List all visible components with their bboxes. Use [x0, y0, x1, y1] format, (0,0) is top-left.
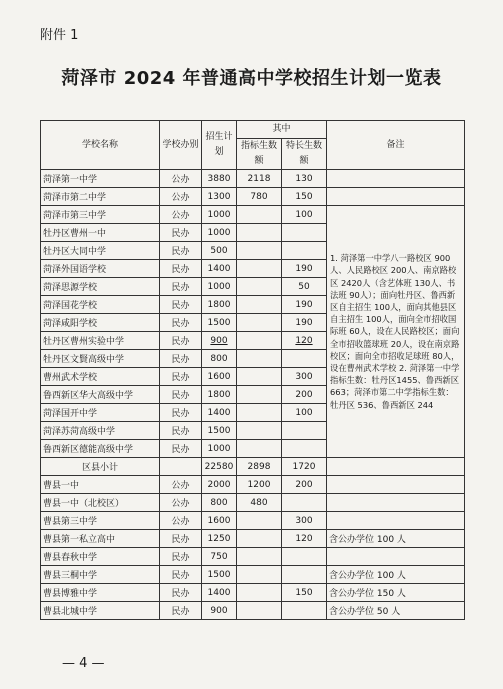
quota-cell: [237, 350, 282, 368]
talent-cell: 100: [282, 404, 327, 422]
quota-cell: [237, 224, 282, 242]
table-row: [41, 206, 465, 224]
quota-cell: [237, 422, 282, 440]
school-type-cell: 民办: [160, 548, 202, 566]
school-type-cell: [160, 458, 202, 476]
header-type: 学校办别: [160, 121, 202, 170]
school-name-cell: 菏泽咸阳学校: [41, 314, 160, 332]
talent-cell: [282, 242, 327, 260]
quota-cell: [237, 368, 282, 386]
school-type-cell: 民办: [160, 602, 202, 620]
plan-cell: 800: [202, 350, 237, 368]
talent-cell: [282, 224, 327, 242]
merged-remark-cell: 1. 菏泽第一中学八一路校区 900人、人民路校区 200人、南京路校区 2420人（含艺体班 130人、书法班 90人）；面向牡丹区、鲁西新区自主招生 100人，面向其他县区自主招生 100人，面向全市招收国际班 60人，设在人民路校区；面向全市招收篮球班 20人，设在南京路校区；面向全市招收足球班 80人，设在曹州武术学校 2. 菏泽第一中学指标生数：牡丹区1455、鲁西新区663；菏泽市第二中学指标生数：牡丹区 536、鲁西新区 244: [327, 206, 465, 458]
quota-cell: [237, 386, 282, 404]
remark-cell: 含公办学位 100 人: [327, 566, 465, 584]
school-type-cell: 公办: [160, 188, 202, 206]
plan-cell: 1600: [202, 368, 237, 386]
quota-cell: [237, 296, 282, 314]
remark-cell: [327, 170, 465, 188]
school-type-cell: 民办: [160, 530, 202, 548]
quota-cell: [237, 602, 282, 620]
school-name-cell: 鲁西新区华大高级中学: [41, 386, 160, 404]
talent-cell: 190: [282, 314, 327, 332]
quota-cell: 2118: [237, 170, 282, 188]
quota-cell: [237, 512, 282, 530]
quota-cell: [237, 404, 282, 422]
school-name-cell: 曹县北城中学: [41, 602, 160, 620]
plan-cell: 500: [202, 242, 237, 260]
school-name-cell: 菏泽市第二中学: [41, 188, 160, 206]
plan-cell: 1500: [202, 566, 237, 584]
subtotal-row: [41, 458, 465, 476]
quota-cell: [237, 314, 282, 332]
school-type-cell: 民办: [160, 224, 202, 242]
school-name-cell: 牡丹区文賢高级中学: [41, 350, 160, 368]
plan-cell: 750: [202, 548, 237, 566]
talent-cell: 300: [282, 512, 327, 530]
school-name-cell: 曹县一中（北校区）: [41, 494, 160, 512]
quota-cell: [237, 530, 282, 548]
document-title: 菏泽市 2024 年普通高中学校招生计划一览表: [61, 68, 442, 89]
plan-cell: 1300: [202, 188, 237, 206]
school-type-cell: 民办: [160, 314, 202, 332]
quota-cell: [237, 332, 282, 350]
talent-cell: 300: [282, 368, 327, 386]
talent-cell: 200: [282, 476, 327, 494]
remark-cell: [327, 188, 465, 206]
table-row: [41, 602, 465, 620]
plan-cell: 1800: [202, 386, 237, 404]
school-name-cell: 曹县博雅中学: [41, 584, 160, 602]
school-type-cell: 民办: [160, 332, 202, 350]
plan-cell: 1000: [202, 206, 237, 224]
plan-cell: 2000: [202, 476, 237, 494]
header-plan: 招生计划: [202, 121, 237, 170]
header-quota: 指标生数额: [237, 139, 282, 170]
remark-cell: [327, 476, 465, 494]
school-type-cell: 民办: [160, 566, 202, 584]
header-talent: 特长生数额: [282, 139, 327, 170]
plan-cell: 1000: [202, 440, 237, 458]
talent-cell: [282, 548, 327, 566]
talent-cell: [282, 422, 327, 440]
talent-cell: [282, 350, 327, 368]
school-type-cell: 民办: [160, 422, 202, 440]
header-school: 学校名称: [41, 121, 160, 170]
quota-cell: [237, 278, 282, 296]
talent-cell: [282, 440, 327, 458]
page-number: — 4 —: [62, 656, 105, 671]
school-name-cell: 菏泽苏菏高级中学: [41, 422, 160, 440]
school-name-cell: 曹县第三中学: [41, 512, 160, 530]
talent-cell: 190: [282, 260, 327, 278]
table-body: [41, 170, 465, 620]
plan-cell: 900: [202, 332, 237, 350]
plan-cell: 1500: [202, 314, 237, 332]
plan-cell: 1800: [202, 296, 237, 314]
quota-cell: [237, 206, 282, 224]
school-name-cell: 曹县三桐中学: [41, 566, 160, 584]
talent-cell: [282, 602, 327, 620]
school-type-cell: 民办: [160, 242, 202, 260]
plan-cell: 900: [202, 602, 237, 620]
school-type-cell: 民办: [160, 278, 202, 296]
quota-cell: 780: [237, 188, 282, 206]
school-type-cell: 民办: [160, 584, 202, 602]
school-name-cell: 曹县一中: [41, 476, 160, 494]
remark-cell: [327, 512, 465, 530]
quota-cell: 1200: [237, 476, 282, 494]
table-row: [41, 170, 465, 188]
quota-cell: 2898: [237, 458, 282, 476]
school-name-cell: 菏泽思源学校: [41, 278, 160, 296]
talent-cell: 150: [282, 584, 327, 602]
header-group: 其中: [237, 121, 327, 139]
plan-cell: 1600: [202, 512, 237, 530]
talent-cell: [282, 566, 327, 584]
quota-cell: [237, 548, 282, 566]
school-type-cell: 民办: [160, 368, 202, 386]
remark-cell: [327, 494, 465, 512]
school-type-cell: 民办: [160, 260, 202, 278]
school-type-cell: 公办: [160, 494, 202, 512]
table-row: [41, 188, 465, 206]
school-name-cell: 菏泽外国语学校: [41, 260, 160, 278]
plan-cell: 1000: [202, 224, 237, 242]
school-type-cell: 民办: [160, 296, 202, 314]
school-name-cell: 曹县第一私立高中: [41, 530, 160, 548]
remark-cell: 含公办学位 150 人: [327, 584, 465, 602]
school-name-cell: 牡丹区曹州实验中学: [41, 332, 160, 350]
school-name-cell: 菏泽市第三中学: [41, 206, 160, 224]
plan-cell: 1400: [202, 404, 237, 422]
plan-cell: 1400: [202, 584, 237, 602]
header-remark: 备注: [327, 121, 465, 170]
school-name-cell: 鲁西新区德能高级中学: [41, 440, 160, 458]
talent-cell: 120: [282, 332, 327, 350]
quota-cell: [237, 242, 282, 260]
remark-cell: [327, 548, 465, 566]
talent-cell: 130: [282, 170, 327, 188]
school-name-cell: 牡丹区曹州一中: [41, 224, 160, 242]
talent-cell: 1720: [282, 458, 327, 476]
table-row: [41, 494, 465, 512]
school-name-cell: 菏泽国花学校: [41, 296, 160, 314]
table-row: [41, 476, 465, 494]
table-row: [41, 530, 465, 548]
plan-cell: 22580: [202, 458, 237, 476]
enrollment-plan-table: [40, 120, 465, 620]
plan-cell: 1000: [202, 278, 237, 296]
talent-cell: 200: [282, 386, 327, 404]
school-name-cell: 菏泽第一中学: [41, 170, 160, 188]
quota-cell: [237, 584, 282, 602]
school-type-cell: 公办: [160, 512, 202, 530]
school-name-cell: 曹县春秋中学: [41, 548, 160, 566]
table-row: [41, 566, 465, 584]
quota-cell: [237, 566, 282, 584]
quota-cell: [237, 260, 282, 278]
remark-cell: [327, 458, 465, 476]
plan-cell: 1250: [202, 530, 237, 548]
remark-cell: 含公办学位 50 人: [327, 602, 465, 620]
talent-cell: [282, 494, 327, 512]
table-row: [41, 584, 465, 602]
school-name-cell: 菏泽国开中学: [41, 404, 160, 422]
school-name-cell: 曹州武术学校: [41, 368, 160, 386]
talent-cell: 190: [282, 296, 327, 314]
talent-cell: 120: [282, 530, 327, 548]
school-type-cell: 民办: [160, 440, 202, 458]
plan-cell: 800: [202, 494, 237, 512]
school-type-cell: 公办: [160, 206, 202, 224]
school-type-cell: 民办: [160, 386, 202, 404]
plan-cell: 1400: [202, 260, 237, 278]
plan-cell: 1500: [202, 422, 237, 440]
school-type-cell: 民办: [160, 404, 202, 422]
school-name-cell: 牡丹区大同中学: [41, 242, 160, 260]
school-name-cell: 区县小计: [41, 458, 160, 476]
school-type-cell: 公办: [160, 476, 202, 494]
talent-cell: 50: [282, 278, 327, 296]
school-type-cell: 公办: [160, 170, 202, 188]
remark-cell: 含公办学位 100 人: [327, 530, 465, 548]
talent-cell: 100: [282, 206, 327, 224]
school-type-cell: 民办: [160, 350, 202, 368]
table-row: [41, 512, 465, 530]
talent-cell: 150: [282, 188, 327, 206]
quota-cell: 480: [237, 494, 282, 512]
table-row: [41, 548, 465, 566]
plan-cell: 3880: [202, 170, 237, 188]
quota-cell: [237, 440, 282, 458]
attachment-label: 附件 1: [40, 28, 79, 43]
